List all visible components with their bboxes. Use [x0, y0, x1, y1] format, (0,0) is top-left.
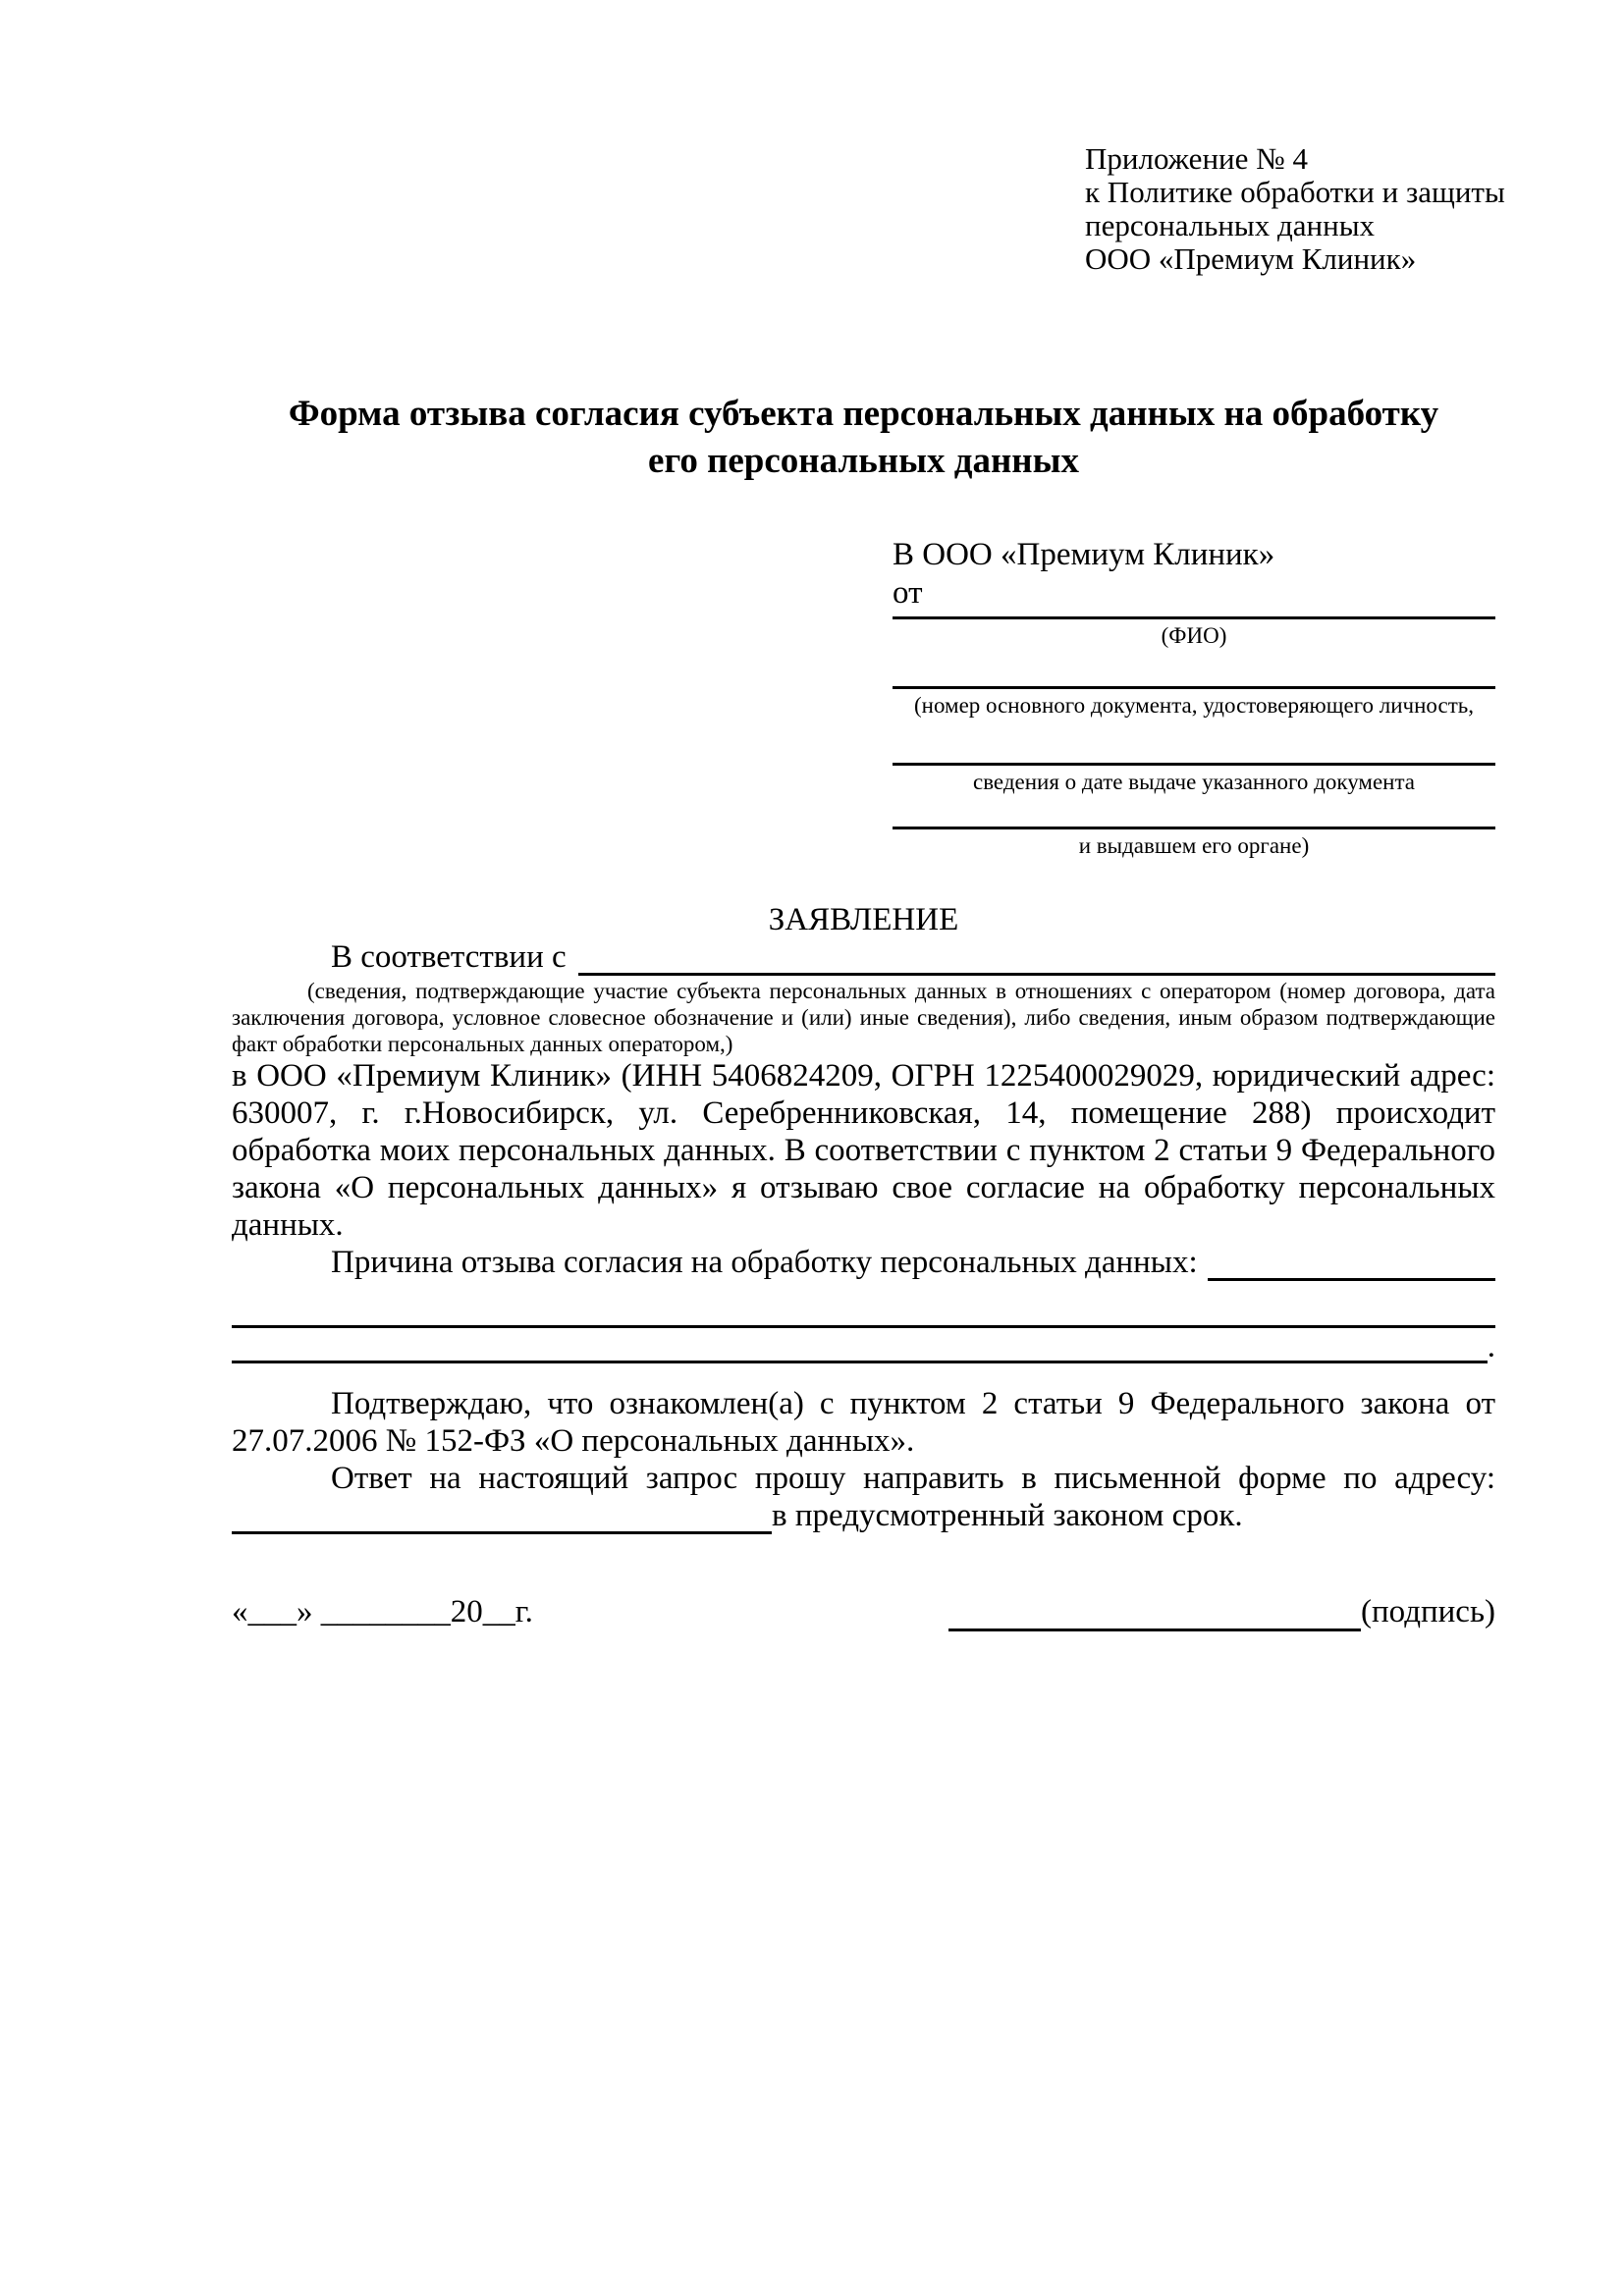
doc-number-fill-line	[893, 651, 1495, 689]
appendix-header-line: персональных данных	[1085, 208, 1376, 242]
fio-caption: (ФИО)	[1161, 623, 1227, 648]
statement-heading: ЗАЯВЛЕНИЕ	[768, 902, 959, 937]
issue-date-fill-line	[893, 721, 1495, 766]
reason-fill-line	[1208, 1247, 1495, 1281]
signature-line	[948, 1592, 1495, 1631]
main-paragraph: в ООО «Премиум Клиник» (ИНН 5406824209, ОГРН 1225400029029, юридический адрес: 630007, г. г.Новосибирск, ул. Серебренниковская, 14, помещение 288) происходит обработка моих персональных данных. В соответствии с пунктом 2 статьи 9 Федерального закона «О персональных данных» я отзываю свое согласие на обработку персональных данных.	[232, 1058, 1495, 1243]
blank-fill-line-2-rule	[232, 1328, 1488, 1363]
confirmation-paragraph: Подтверждаю, что ознакомлен(а) с пунктом 2 статьи 9 Федерального закона от 27.07.2006 № 152-ФЗ «О персональных данных».	[232, 1386, 1495, 1459]
appendix-header-line: к Политике обработки и защиты	[1085, 175, 1505, 209]
form-title-line-2: его персональных данных	[648, 441, 1079, 481]
issue-date-caption: сведения о дате выдаче указанного документа	[972, 770, 1416, 794]
accordance-fill-line	[578, 941, 1495, 976]
date-line: «___» ________20__г.	[232, 1594, 533, 1629]
blank-fill-line-2	[232, 1328, 1495, 1363]
blank-fill-line-1	[232, 1288, 1495, 1328]
address-fill-line	[232, 1500, 772, 1534]
footer-row	[232, 1592, 1495, 1631]
signature-fill-line	[948, 1595, 1361, 1631]
issue-org-caption: и выдавшем его органе)	[1078, 833, 1310, 858]
signature-caption: (подпись)	[1361, 1594, 1495, 1629]
appendix-header-line: Приложение № 4	[1085, 141, 1308, 176]
addressee-to: В ООО «Премиум Клиник»	[893, 537, 1275, 572]
issue-org-fill-line	[893, 797, 1495, 829]
response-request-line: Ответ на настоящий запрос прошу направить в письменной форме по адресу:	[331, 1461, 1495, 1496]
addressee-from-label: от	[893, 575, 923, 611]
accordance-label: В соответствии с	[331, 939, 567, 975]
form-title	[232, 391, 1495, 485]
statement-section	[232, 901, 1495, 1534]
doc-number-caption: (номер основного документа, удостоверяющего личность,	[913, 693, 1474, 718]
line-terminator-period: .	[1487, 1329, 1495, 1364]
reason-line	[232, 1244, 1495, 1281]
addressee-block	[893, 535, 1495, 861]
small-print-note: (сведения, подтверждающие участие субъекта персональных данных в отношениях с оператором (номер договора, дата заключения договора, условное словесное обозначение и (или) иные сведения), либо сведения, иным образом подтверждающие факт обработки персональных данных оператором,)	[232, 979, 1495, 1056]
response-address-line	[232, 1497, 1495, 1534]
appendix-header-line: ООО «Премиум Клиник»	[1085, 241, 1417, 276]
form-title-line-1: Форма отзыва согласия субъекта персональных данных на обработку	[288, 394, 1439, 434]
response-tail: в предусмотренный законом срок.	[772, 1498, 1243, 1533]
reason-label: Причина отзыва согласия на обработку персональных данных:	[331, 1245, 1198, 1280]
accordance-line	[232, 938, 1495, 976]
appendix-header	[1085, 142, 1507, 276]
fio-fill-line	[893, 612, 1495, 619]
